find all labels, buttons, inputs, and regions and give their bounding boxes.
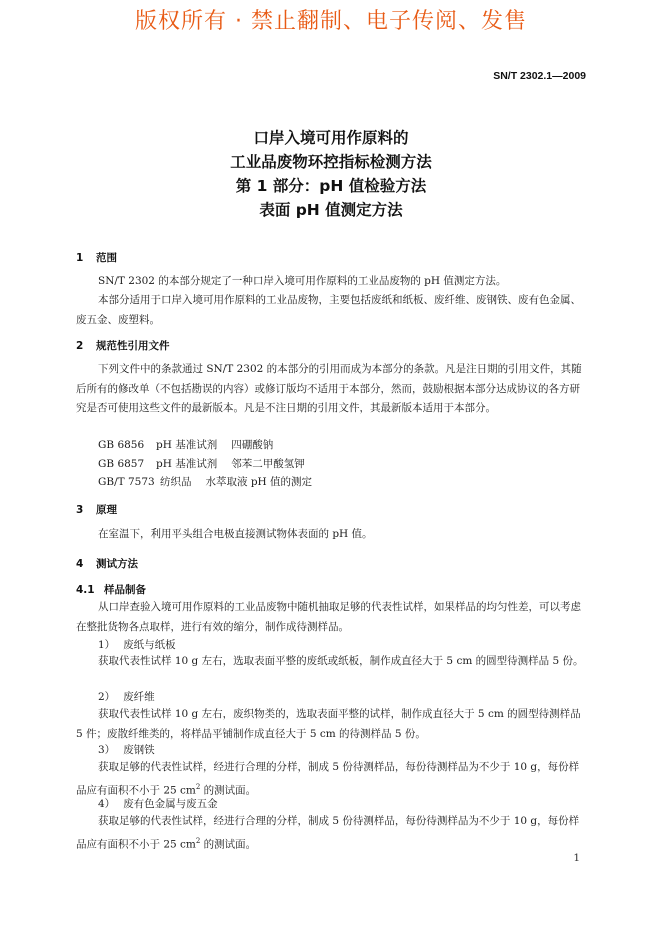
section-3-para-1: 在室温下，利用平头组合电极直接测试物体表面的 pH 值。 bbox=[98, 528, 373, 540]
reference-title: pH 基准试剂 bbox=[156, 439, 218, 451]
title-line-4: 表面 pH 值测定方法 bbox=[259, 201, 403, 219]
item-name: 废纤维 bbox=[123, 691, 155, 703]
reference-code: GB 6856 bbox=[98, 439, 145, 451]
item-text-tail: 的测试面。 bbox=[200, 784, 257, 796]
copyright-banner: 版权所有 · 禁止翻制、电子传阅、发售 bbox=[135, 9, 527, 34]
list-item-heading bbox=[98, 689, 155, 704]
section-1-para-1: SN/T 2302 的本部分规定了一种口岸入境可用作原料的工业品废物的 pH 值测定方法。 bbox=[98, 275, 507, 287]
section-number: 2 bbox=[76, 340, 84, 352]
list-item-text bbox=[76, 812, 588, 855]
reference-item bbox=[98, 456, 305, 471]
section-2-heading bbox=[76, 338, 170, 353]
item-text-main: 获取足够的代表性试样，经进行合理的分样，制成 5 份待测样品，每份待测样品为不少于 10 g，每份样品应有面积不小于 25 cm bbox=[76, 761, 580, 796]
reference-subject: 邻苯二甲酸氢钾 bbox=[231, 458, 305, 470]
list-item-text bbox=[76, 758, 588, 801]
section-number: 4 bbox=[76, 558, 84, 570]
section-number: 1 bbox=[76, 252, 84, 264]
title-line-1: 口岸入境可用作原料的 bbox=[253, 129, 409, 147]
item-label: 4） bbox=[98, 798, 116, 810]
reference-subject: 四硼酸钠 bbox=[231, 439, 274, 451]
superscript: 2 bbox=[195, 836, 201, 845]
section-2-para-1: 下列文件中的条款通过 SN/T 2302 的本部分的引用而成为本部分的条款。凡是注日期的引用文件，其随后所有的修改单（不包括勘误的内容）或修订版均不适用于本部分，然而，鼓励根据本部分达成协议的各方研究是否可使用这些文件的最新版本。凡是不注日期的引用文件，其最新版本适用于本部分。 bbox=[76, 363, 582, 414]
section-1-heading bbox=[76, 250, 117, 265]
item-text-tail: 的测试面。 bbox=[200, 838, 257, 850]
reference-item bbox=[98, 474, 312, 489]
section-4-heading bbox=[76, 556, 138, 571]
section-1-para-2: 本部分适用于口岸入境可用作原料的工业品废物，主要包括废纸和纸板、废纤维、废钢铁、废有色金属、废五金、废塑料。 bbox=[76, 294, 581, 326]
list-item-heading bbox=[98, 637, 176, 652]
list-item-heading bbox=[98, 742, 155, 757]
section-number: 3 bbox=[76, 504, 84, 516]
reference-code: GB 6857 bbox=[98, 458, 145, 470]
reference-item bbox=[98, 437, 273, 452]
reference-subject: 水萃取液 pH 值的测定 bbox=[205, 476, 313, 488]
list-item-text: 获取代表性试样 10 g 左右，选取表面平整的废纸或纸板，制作成直径大于 5 cm 的圆型待测样品 5 份。 bbox=[98, 655, 584, 667]
title-line-3: 第 1 部分：pH 值检验方法 bbox=[235, 177, 427, 195]
subsection-4-1-heading bbox=[76, 582, 146, 597]
section-3-heading bbox=[76, 502, 117, 517]
item-label: 3） bbox=[98, 744, 116, 756]
superscript: 2 bbox=[195, 782, 201, 791]
section-title: 规范性引用文件 bbox=[96, 340, 170, 352]
reference-title: pH 基准试剂 bbox=[156, 458, 218, 470]
list-item-heading bbox=[98, 796, 218, 811]
item-name: 废纸与纸板 bbox=[123, 639, 176, 651]
item-name: 废有色金属与废五金 bbox=[123, 798, 218, 810]
item-label: 1） bbox=[98, 639, 116, 651]
title-line-2: 工业品废物环控指标检测方法 bbox=[230, 153, 432, 171]
subsection-title: 样品制备 bbox=[104, 584, 146, 596]
list-item-text: 获取代表性试样 10 g 左右，废织物类的，选取表面平整的试样，制作成直径大于 5 cm 的圆型待测样品 5 件；废散纤维类的，将样品平铺制作成直径大于 5 cm 的待测样品 5 份。 bbox=[76, 708, 581, 740]
section-title: 测试方法 bbox=[96, 558, 138, 570]
subsection-number: 4.1 bbox=[76, 584, 95, 596]
section-title: 范围 bbox=[96, 252, 117, 264]
item-label: 2） bbox=[98, 691, 116, 703]
page-number: 1 bbox=[573, 852, 580, 864]
section-title: 原理 bbox=[96, 504, 117, 516]
item-text-main: 获取足够的代表性试样，经进行合理的分样，制成 5 份待测样品，每份待测样品为不少于 10 g，每份样品应有面积不小于 25 cm bbox=[76, 815, 580, 850]
item-name: 废钢铁 bbox=[123, 744, 155, 756]
reference-title: 纺织品 bbox=[160, 476, 192, 488]
reference-code: GB/T 7573 bbox=[98, 476, 155, 488]
standard-number: SN/T 2302.1—2009 bbox=[493, 70, 586, 82]
subsection-4-1-para-1: 从口岸查验入境可用作原料的工业品废物中随机抽取足够的代表性试样，如果样品的均匀性差，可以考虑在整批货物各点取样，进行有效的缩分，制作成待测样品。 bbox=[76, 601, 581, 633]
